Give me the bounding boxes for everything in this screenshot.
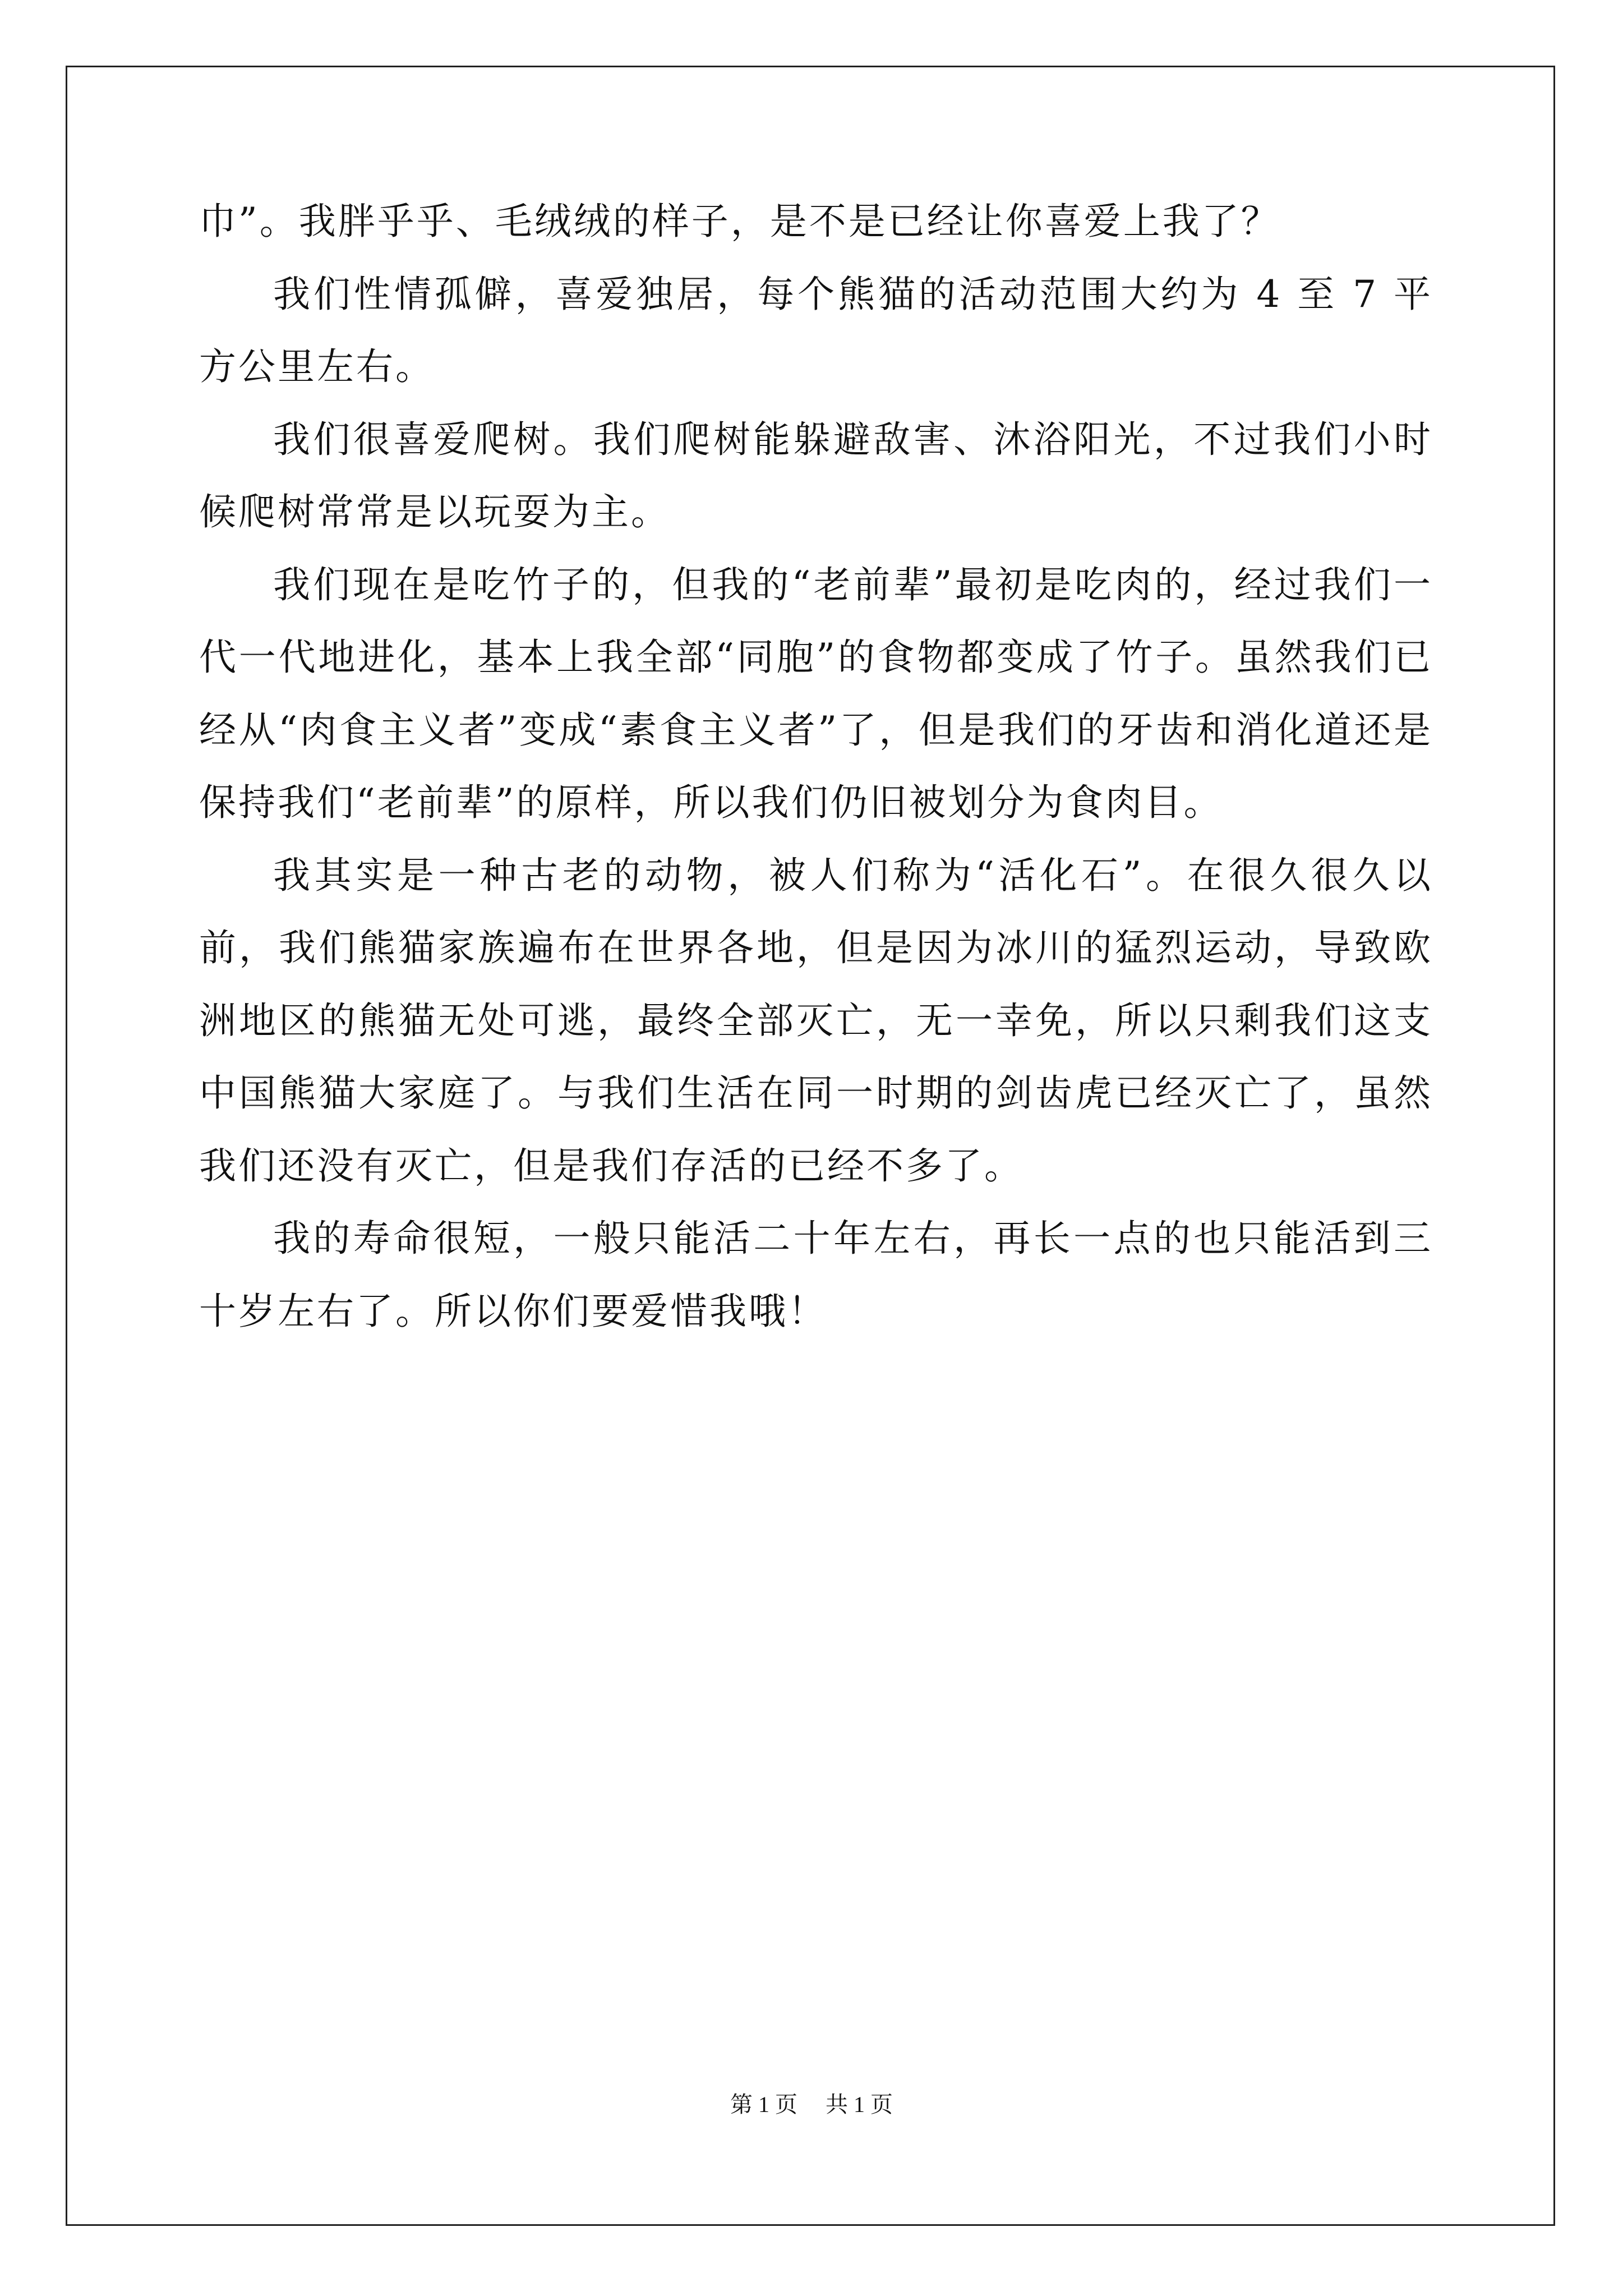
paragraph: 我们现在是吃竹子的，但我的“老前辈”最初是吃肉的，经过我们一代一代地进化，基本上我全部“同胞”的食物都变成了竹子。虽然我们已经从“肉食主义者”变成“素食主义者”了，但是我们的牙齿和消化道还是保持我们“老前辈”的原样，所以我们仍旧被划分为食肉目。 <box>199 563 1433 824</box>
total-pages: 共 1 页 <box>826 2092 893 2117</box>
current-page-number: 第 1 页 <box>730 2092 797 2117</box>
document-body <box>199 185 1433 1347</box>
page-footer <box>0 2087 1623 2119</box>
paragraph: 我们性情孤僻，喜爱独居，每个熊猫的活动范围大约为 4 至 7 平方公里左右。 <box>199 272 1433 388</box>
paragraph: 我其实是一种古老的动物，被人们称为“活化石”。在很久很久以前，我们熊猫家族遍布在世界各地，但是因为冰川的猛烈运动，导致欧洲地区的熊猫无处可逃，最终全部灭亡，无一幸免，所以只剩我们这支中国熊猫大家庭了。与我们生活在同一时期的剑齿虎已经灭亡了，虽然我们还没有灭亡，但是我们存活的已经不多了。 <box>199 853 1433 1188</box>
paragraph: 巾”。我胖乎乎、毛绒绒的样子，是不是已经让你喜爱上我了？ <box>199 200 1280 243</box>
paragraph: 我的寿命很短，一般只能活二十年左右，再长一点的也只能活到三十岁左右了。所以你们要爱惜我哦！ <box>199 1217 1433 1333</box>
paragraph: 我们很喜爱爬树。我们爬树能躲避敌害、沐浴阳光，不过我们小时候爬树常常是以玩耍为主。 <box>199 417 1433 533</box>
